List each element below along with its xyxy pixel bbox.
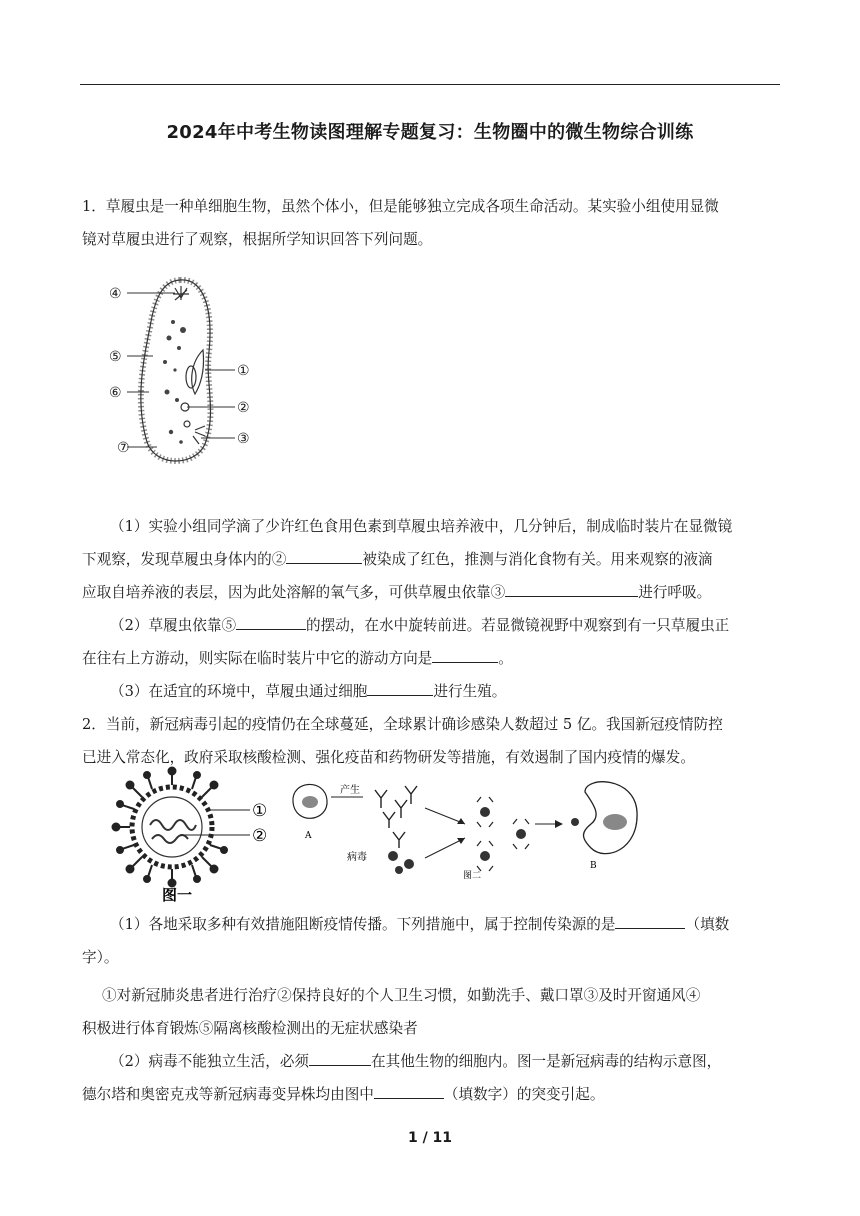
q1-sub2-line1: （2）草履虫依靠⑤ 的摆动，在水中旋转前进。若显微镜视野中观察到有一只草履虫正 [82,609,782,642]
q2-options-line1: ①对新冠肺炎患者进行治疗②保持良好的个人卫生习惯，如勤洗手、戴口罩③及时开窗通风④ [102,987,701,1004]
fig-label-5: ⑤ [109,349,122,365]
cell-b-label: B [590,861,597,871]
answer-blank[interactable] [236,614,306,630]
virus-label-2: ② [252,826,268,846]
header-rule [80,84,780,85]
fig1-caption: 图一 [162,886,193,904]
page-title: 2024年中考生物读图理解专题复习：生物圈中的微生物综合训练 [166,122,694,143]
answer-blank[interactable] [374,1083,444,1099]
page-number: 1 / 11 [407,1130,453,1146]
q1-sub1-line2: 下观察，发现草履虫身体内的② 被染成了红色，推测与消化食物有关。用来观察的液滴 [82,543,782,576]
q1-sub1-line1: （1）实验小组同学滴了少许红色食用色素到草履虫培养液中，几分钟后，制成临时装片在显微镜 [110,518,733,535]
q1-sub3: （3）在适宜的环境中，草履虫通过细胞 进行生殖。 [82,675,782,708]
paramecium-figure [105,272,265,472]
q2-sub2-line2: 德尔塔和奥密克戎等新冠病毒变异株均由图中 （填数字）的突变引起。 [82,1078,782,1111]
q1-stem-line1: 1．草履虫是一种单细胞生物，虽然个体小，但是能够独立完成各项生命活动。某实验小组使用显微 [82,198,719,215]
fig-label-3: ③ [237,431,250,447]
answer-blank[interactable] [615,913,685,929]
answer-blank[interactable] [432,647,498,663]
answer-blank[interactable] [286,548,362,564]
virus-label: 病毒 [347,852,367,863]
q1-sub1-line3: 应取自培养液的表层，因为此处溶解的氧气多，可供草履虫依靠③ 进行呼吸。 [82,576,782,609]
q2-stem-line2: 已进入常态化，政府采取核酸检测、强化疫苗和药物研发等措施，有效遏制了国内疫情的爆发。 [82,749,695,766]
fig-label-6: ⑥ [109,385,122,401]
virus-label-1: ① [252,801,268,821]
cell-a-label: A [305,831,312,841]
q2-options-line2: 积极进行体育锻炼⑤隔离核酸检测出的无症状感染者 [82,1020,418,1037]
answer-blank[interactable] [309,1050,371,1066]
fig-label-7: ⑦ [117,440,130,456]
q2-sub1-line2: 字）。 [82,949,119,966]
answer-blank[interactable] [505,581,638,597]
fig-label-1: ① [237,363,250,379]
q2-stem-line1: 2．当前，新冠病毒引起的疫情仍在全球蔓延，全球累计确诊感染人数超过 5 亿。我国新冠疫情防控 [82,716,723,733]
produce-label: 产生 [340,785,360,796]
fig-label-2: ② [237,400,250,416]
virus-figure-1 [110,765,285,905]
fig2-caption: 图二 [463,871,482,881]
q1-stem-line2: 镜对草履虫进行了观察，根据所学知识回答下列问题。 [82,231,433,248]
answer-blank[interactable] [367,680,433,696]
q2-sub2-line1: （2）病毒不能独立生活，必须 在其他生物的细胞内。图一是新冠病毒的结构示意图， [82,1045,782,1078]
immune-figure-2 [285,772,640,890]
q2-sub1-line1: （1）各地采取多种有效措施阻断疫情传播。下列措施中，属于控制传染源的是 （填数 [82,908,782,941]
q1-sub2-line2: 在往右上方游动，则实际在临时装片中它的游动方向是 。 [82,642,782,675]
fig-label-4: ④ [109,286,122,302]
